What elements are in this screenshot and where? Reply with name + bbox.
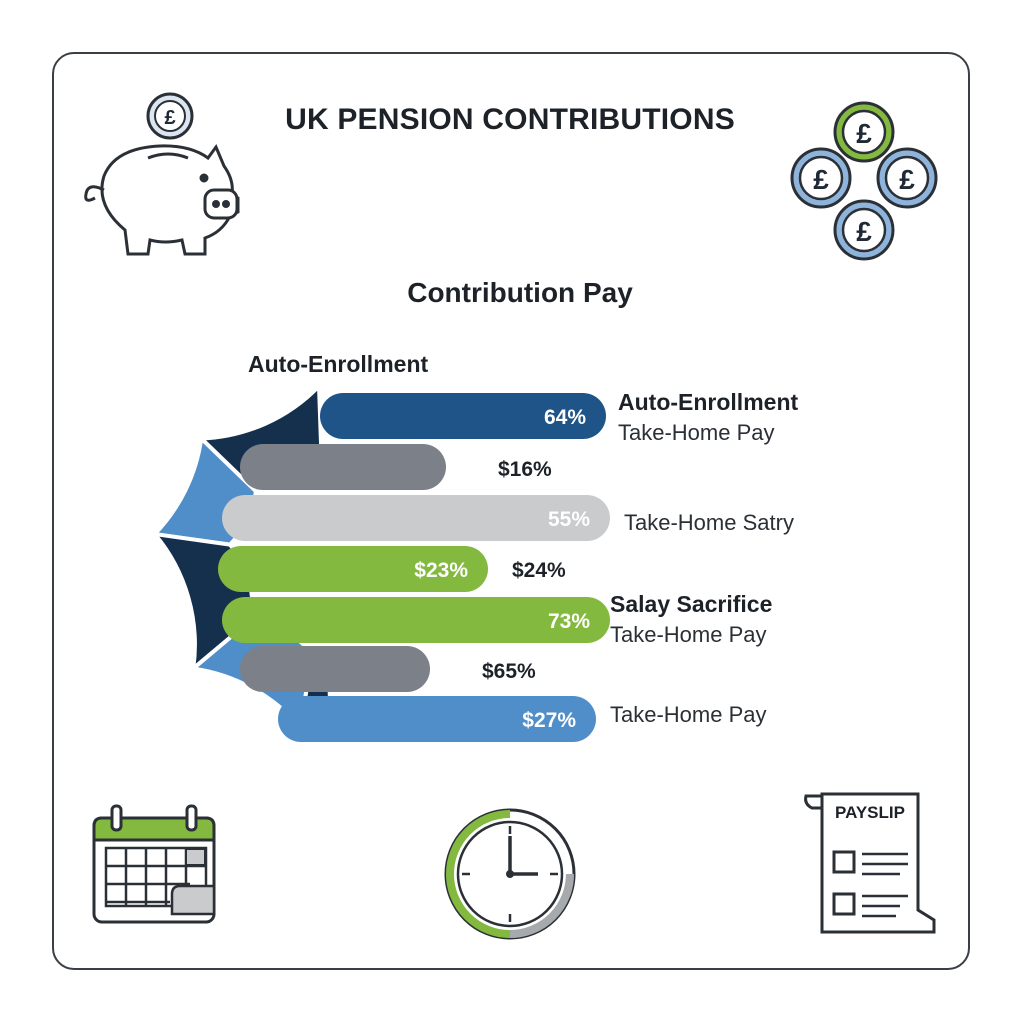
side-label-sub: Take-Home Satry [624,510,794,535]
bar-value-label: $24% [512,559,566,582]
chart-top-label: Auto-Enrollment [248,351,429,377]
bar-value-label: 64% [543,406,586,429]
pound-coins-icon [792,103,936,259]
coin-right [878,149,936,207]
page-title: UK PENSION CONTRIBUTIONS [285,103,735,136]
side-label-sub: Take-Home Pay [610,702,767,727]
coin-symbol: £ [164,107,176,129]
piggy-bank-icon [86,94,238,254]
clock-icon [446,810,574,938]
calendar-icon [94,806,214,922]
coin-bottom [835,201,893,259]
bar-value-label: $23% [414,559,468,582]
side-label-title: Auto-Enrollment [618,389,799,415]
svg-text:£: £ [856,118,872,149]
bar-value-label: $27% [522,709,576,732]
svg-text:£: £ [899,164,915,195]
svg-text:£: £ [813,164,829,195]
svg-text:£: £ [856,216,872,247]
side-label-sub: Take-Home Pay [618,420,775,445]
coin-left [792,149,850,207]
bar-value-label: 55% [547,508,590,531]
payslip-label: PAYSLIP [835,803,905,822]
coin-top [835,103,893,161]
bar-value-label: $16% [498,458,552,481]
bar-value-label: 73% [547,610,590,633]
side-label-title: Salay Sacrifice [610,591,773,617]
side-label-sub: Take-Home Pay [610,622,767,647]
bar-value-label: $65% [482,660,536,683]
payslip-icon [806,794,934,932]
chart-subtitle: Contribution Pay [407,277,633,308]
